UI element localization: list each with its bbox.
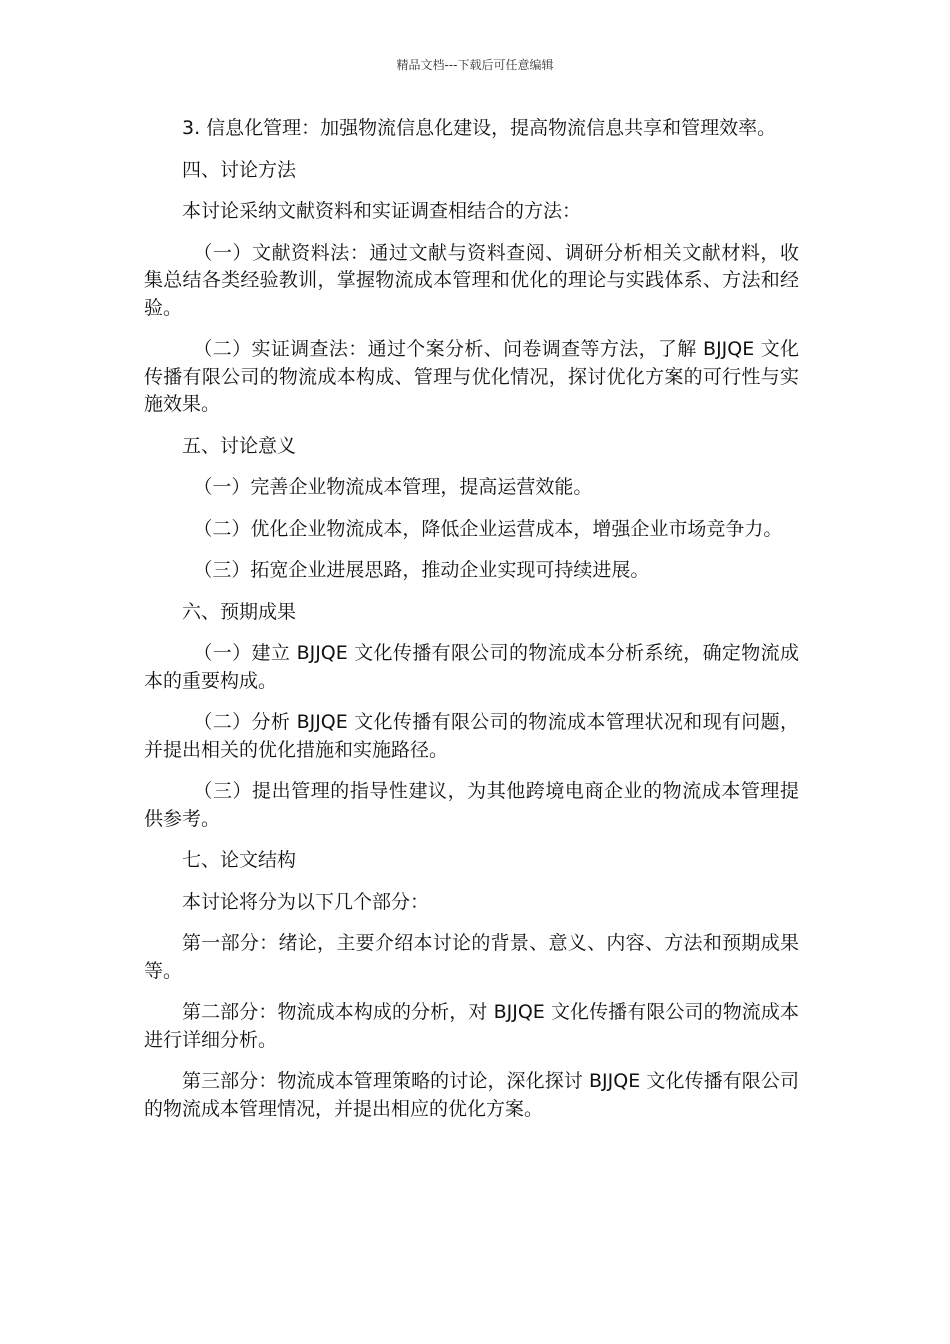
section-heading-methods: 四、讨论方法 bbox=[182, 158, 297, 181]
paragraph-methods-intro: 本讨论采纳文献资料和实证调查相结合的方法： bbox=[182, 200, 582, 222]
paragraph-result-1: （一）建立 BJJQE 文化传播有限公司的物流成本分析系统，确定物流成本的重要构成。 bbox=[144, 642, 799, 692]
paragraph-part-2: 第二部分：物流成本构成的分析，对 BJJQE 文化传播有限公司的物流成本进行详细分析。 bbox=[144, 1001, 799, 1051]
paragraph-part-1: 第一部分：绪论，主要介绍本讨论的背景、意义、内容、方法和预期成果等。 bbox=[144, 932, 799, 982]
section-heading-expected-results: 六、预期成果 bbox=[182, 600, 297, 623]
paragraph-part-3: 第三部分：物流成本管理策略的讨论，深化探讨 BJJQE 文化传播有限公司的物流成本管理情况，并提出相应的优化方案。 bbox=[144, 1070, 799, 1120]
paragraph-significance-2: （二）优化企业物流成本，降低企业运营成本，增强企业市场竞争力。 bbox=[193, 517, 783, 540]
paragraph-result-2: （二）分析 BJJQE 文化传播有限公司的物流成本管理状况和现有问题，并提出相关的优化措施和实施路径。 bbox=[144, 711, 799, 761]
paragraph-structure-intro: 本讨论将分为以下几个部分： bbox=[182, 890, 430, 913]
paragraph-method-empirical: （二）实证调查法：通过个案分析、问卷调查等方法，了解 BJJQE 文化传播有限公司的物流成本构成、管理与优化情况，探讨优化方案的可行性与实施效果。 bbox=[144, 338, 799, 415]
page-header: 精品文档---下载后可任意编辑 bbox=[396, 58, 554, 72]
paragraph-info-management: 3. 信息化管理：加强物流信息化建设，提高物流信息共享和管理效率。 bbox=[182, 117, 777, 139]
paragraph-significance-1: （一）完善企业物流成本管理，提高运营效能。 bbox=[193, 476, 593, 498]
section-heading-structure: 七、论文结构 bbox=[182, 849, 297, 871]
document-body bbox=[144, 115, 799, 1137]
paragraph-significance-3: （三）拓宽企业进展思路，推动企业实现可持续进展。 bbox=[193, 559, 650, 581]
paragraph-result-3: （三）提出管理的指导性建议，为其他跨境电商企业的物流成本管理提供参考。 bbox=[144, 780, 799, 830]
section-heading-significance: 五、讨论意义 bbox=[182, 434, 297, 457]
paragraph-method-literature: （一）文献资料法：通过文献与资料查阅、调研分析相关文献材料，收集总结各类经验教训，掌握物流成本管理和优化的理论与实践体系、方法和经验。 bbox=[144, 241, 799, 319]
